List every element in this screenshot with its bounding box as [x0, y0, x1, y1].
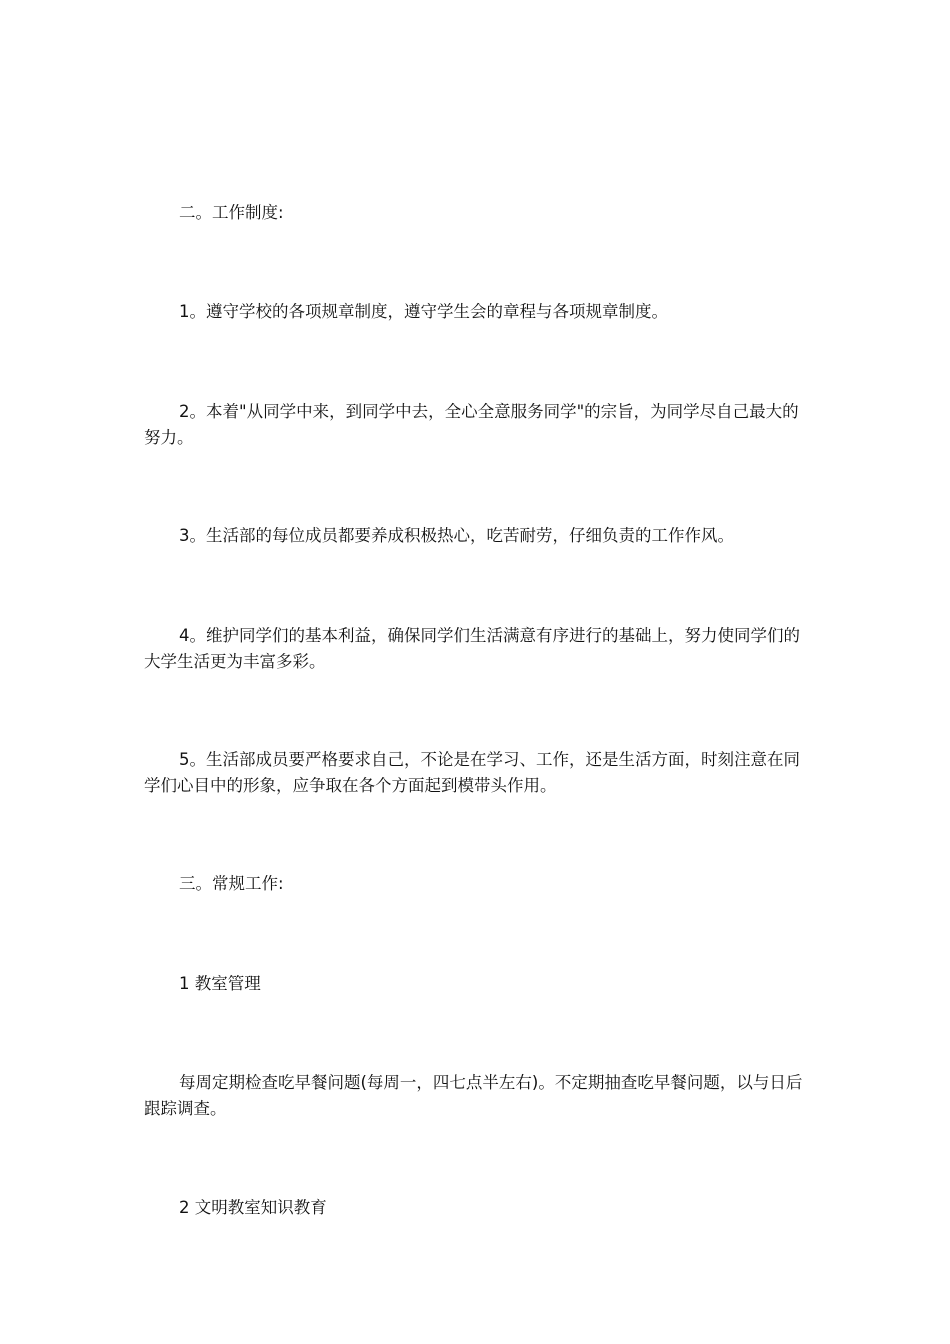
rule-item-1: 1。遵守学校的各项规章制度，遵守学生会的章程与各项规章制度。: [179, 302, 668, 321]
rule-item-5: 5。生活部成员要严格要求自己，不论是在学习、工作，还是生活方面，时刻注意在同学们心目中的形象，应争取在各个方面起到模带头作用。: [144, 750, 800, 795]
rule-item-3: 3。生活部的每位成员都要养成积极热心，吃苦耐劳，仔细负责的工作作风。: [179, 526, 734, 545]
rule-item-2: 2。本着"从同学中来，到同学中去，全心全意服务同学"的宗旨，为同学尽自己最大的努力。: [144, 402, 799, 447]
section-heading-work-rules: 二。工作制度:: [179, 203, 284, 222]
routine-item-1-title: 1 教室管理: [179, 974, 261, 993]
section-heading-routine-work: 三。常规工作:: [179, 874, 284, 893]
routine-item-2-title: 2 文明教室知识教育: [179, 1198, 327, 1217]
rule-item-4: 4。维护同学们的基本利益，确保同学们生活满意有序进行的基础上，努力使同学们的大学生活更为丰富多彩。: [144, 626, 800, 671]
routine-item-1-body: 每周定期检查吃早餐问题(每周一，四七点半左右)。不定期抽查吃早餐问题，以与日后跟踪调查。: [144, 1073, 803, 1118]
